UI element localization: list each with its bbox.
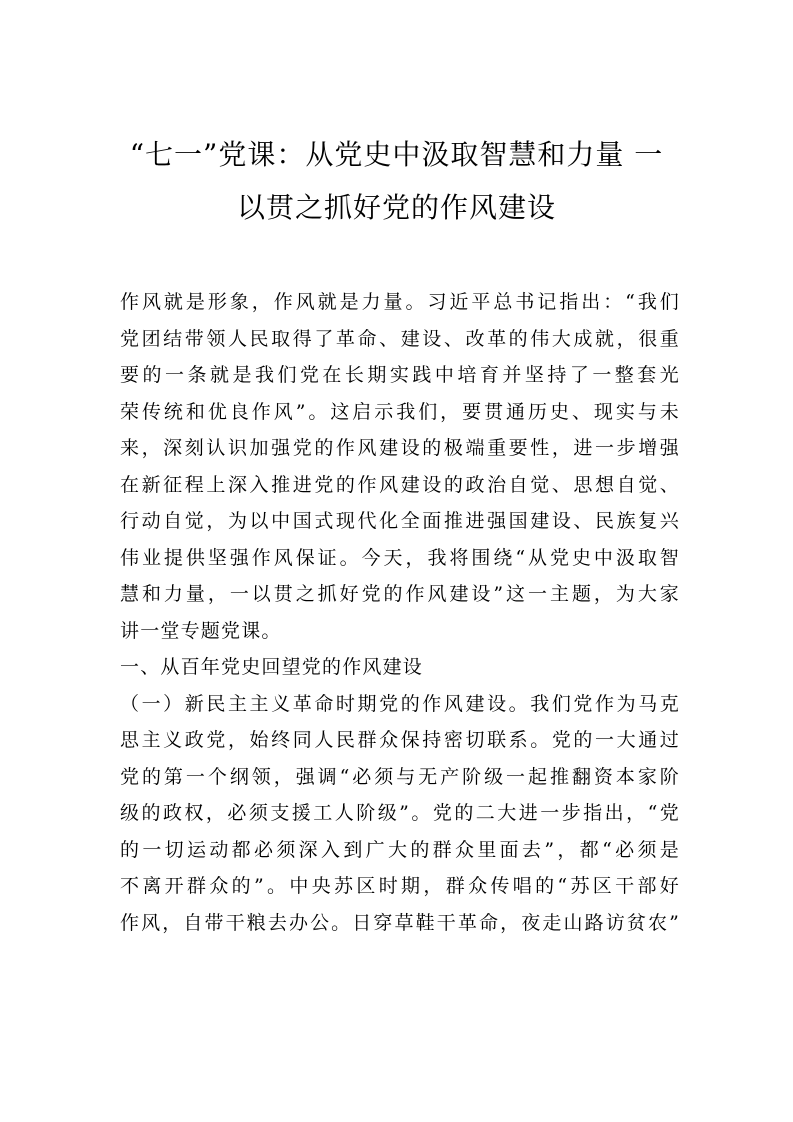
text-line: 党的第一个纲领，强调“必须与无产阶级一起推翻资本家阶 (120, 765, 680, 788)
text-line: （一）新民主主义革命时期党的作风建设。我们党作为马克 (120, 692, 680, 715)
text-line: 的一切运动都必须深入到广大的群众里面去”，都“必须是 (120, 838, 680, 861)
text-line: 党团结带领人民取得了革命、建设、改革的伟大成就，很重 (120, 327, 680, 350)
text-line: 作风，自带干粮去办公。日穿草鞋干革命，夜走山路访贫农” (120, 911, 680, 934)
text-line: 讲一堂专题党课。 (120, 619, 282, 642)
document-body (120, 284, 680, 941)
text-line: 来，深刻认识加强党的作风建设的极端重要性，进一步增强 (120, 437, 680, 459)
section-heading: 一、从百年党史回望党的作风建设 (120, 656, 424, 678)
text-line: 荣传统和优良作风”。这启示我们，要贯通历史、现实与未 (120, 400, 680, 423)
text-line: 在新征程上深入推进党的作风建设的政治自觉、思想自觉、 (120, 473, 680, 496)
document-title (118, 128, 675, 234)
text-line: 要的一条就是我们党在长期实践中培育并坚持了一整套光 (120, 364, 680, 386)
text-line: 级的政权，必须支援工人阶级”。党的二大进一步指出，“党 (120, 802, 680, 824)
paragraph-section-1 (120, 686, 680, 942)
text-line: 作风就是形象，作风就是力量。习近平总书记指出：“我们 (120, 291, 680, 313)
title-line: 以贯之抓好党的作风建设 (236, 191, 556, 224)
text-line: 思主义政党，始终同人民群众保持密切联系。党的一大通过 (120, 729, 680, 751)
text-line: 慧和力量，一以贯之抓好党的作风建设”这一主题，为大家 (120, 583, 680, 605)
text-line: 不离开群众的”。中央苏区时期，群众传唱的“苏区干部好 (120, 875, 680, 897)
text-line: 伟业提供坚强作风保证。今天，我将围绕“从党史中汲取智 (120, 546, 680, 569)
paragraph-intro (120, 284, 680, 649)
text-line: 行动自觉，为以中国式现代化全面推进强国建设、民族复兴 (120, 510, 680, 532)
title-line: “七一”党课：从党史中汲取智慧和力量 一 (129, 138, 664, 171)
